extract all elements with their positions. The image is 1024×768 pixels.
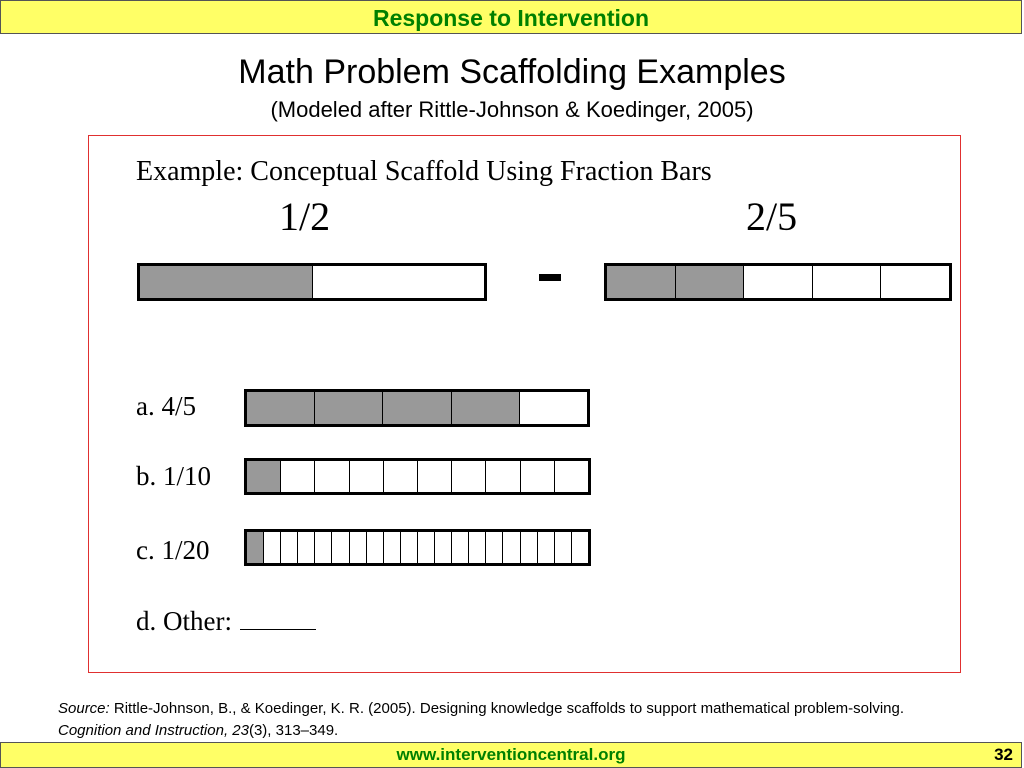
left-fraction-bar bbox=[137, 263, 487, 301]
bar-segment-filled bbox=[247, 392, 315, 424]
bar-segment-empty bbox=[298, 532, 315, 563]
page-number: 32 bbox=[994, 745, 1013, 764]
footer-url[interactable]: www.interventioncentral.org bbox=[396, 745, 626, 764]
bar-segment-empty bbox=[315, 461, 349, 492]
bar-segment-empty bbox=[350, 532, 367, 563]
answer-blank-line bbox=[240, 605, 316, 630]
slide-subtitle: (Modeled after Rittle-Johnson & Koedinger, 2005) bbox=[270, 97, 754, 122]
bar-segment-empty bbox=[367, 532, 384, 563]
right-fraction-bar bbox=[604, 263, 952, 301]
bar-segment-empty bbox=[469, 532, 486, 563]
bar-segment-empty bbox=[486, 532, 503, 563]
bar-segment-empty bbox=[744, 266, 813, 298]
bar-segment-filled bbox=[140, 266, 313, 298]
bar-segment-empty bbox=[555, 532, 572, 563]
bar-segment-filled bbox=[315, 392, 383, 424]
bar-segment-empty bbox=[520, 392, 587, 424]
source-citation bbox=[58, 698, 958, 742]
bar-segment-empty bbox=[350, 461, 384, 492]
bar-segment-empty bbox=[384, 461, 418, 492]
source-prefix: Source: bbox=[58, 700, 110, 717]
minus-sign bbox=[539, 274, 561, 281]
option-d-text: d. Other: bbox=[136, 606, 232, 636]
top-banner bbox=[0, 0, 1022, 34]
bar-segment-empty bbox=[503, 532, 520, 563]
bar-segment-filled bbox=[247, 532, 264, 563]
bottom-banner bbox=[0, 742, 1022, 768]
bar-segment-empty bbox=[452, 461, 486, 492]
bar-segment-empty bbox=[264, 532, 281, 563]
option-d-label bbox=[136, 605, 316, 637]
left-fraction-label: 1/2 bbox=[279, 194, 331, 239]
fraction-bars-figure bbox=[88, 135, 961, 673]
bar-segment-empty bbox=[418, 532, 435, 563]
bar-segment-empty bbox=[486, 461, 520, 492]
bar-segment-empty bbox=[313, 266, 485, 298]
option-b-bar bbox=[244, 458, 591, 495]
bar-segment-filled bbox=[676, 266, 745, 298]
source-text-2: (3), 313–349. bbox=[248, 722, 339, 739]
bar-segment-empty bbox=[281, 461, 315, 492]
bar-segment-empty bbox=[521, 461, 555, 492]
option-a-label: a. 4/5 bbox=[136, 391, 196, 421]
bar-segment-empty bbox=[572, 532, 588, 563]
bar-segment-filled bbox=[607, 266, 676, 298]
banner-title: Response to Intervention bbox=[372, 5, 650, 31]
bar-segment-empty bbox=[332, 532, 349, 563]
bar-segment-empty bbox=[538, 532, 555, 563]
slide-title: Math Problem Scaffolding Examples bbox=[238, 53, 786, 91]
bar-segment-filled bbox=[247, 461, 281, 492]
option-b-label: b. 1/10 bbox=[136, 461, 212, 491]
source-text-1: Rittle-Johnson, B., & Koedinger, K. R. (2005). Designing knowledge scaffolds to support mathematical problem-solving. bbox=[109, 700, 905, 717]
bar-segment-empty bbox=[401, 532, 418, 563]
bar-segment-empty bbox=[384, 532, 401, 563]
option-c-label: c. 1/20 bbox=[136, 535, 210, 565]
bar-segment-empty bbox=[435, 532, 452, 563]
bar-segment-empty bbox=[315, 532, 332, 563]
bar-segment-filled bbox=[452, 392, 520, 424]
source-journal: Cognition and Instruction, 23 bbox=[58, 722, 249, 739]
bar-segment-empty bbox=[281, 532, 298, 563]
bar-segment-empty bbox=[881, 266, 949, 298]
figure-heading: Example: Conceptual Scaffold Using Fraction Bars bbox=[136, 156, 712, 187]
bar-segment-empty bbox=[813, 266, 882, 298]
bar-segment-empty bbox=[418, 461, 452, 492]
option-c-bar bbox=[244, 529, 591, 566]
right-fraction-label: 2/5 bbox=[746, 194, 798, 239]
option-a-bar bbox=[244, 389, 590, 427]
bar-segment-empty bbox=[521, 532, 538, 563]
bar-segment-empty bbox=[452, 532, 469, 563]
bar-segment-empty bbox=[555, 461, 588, 492]
bar-segment-filled bbox=[383, 392, 451, 424]
